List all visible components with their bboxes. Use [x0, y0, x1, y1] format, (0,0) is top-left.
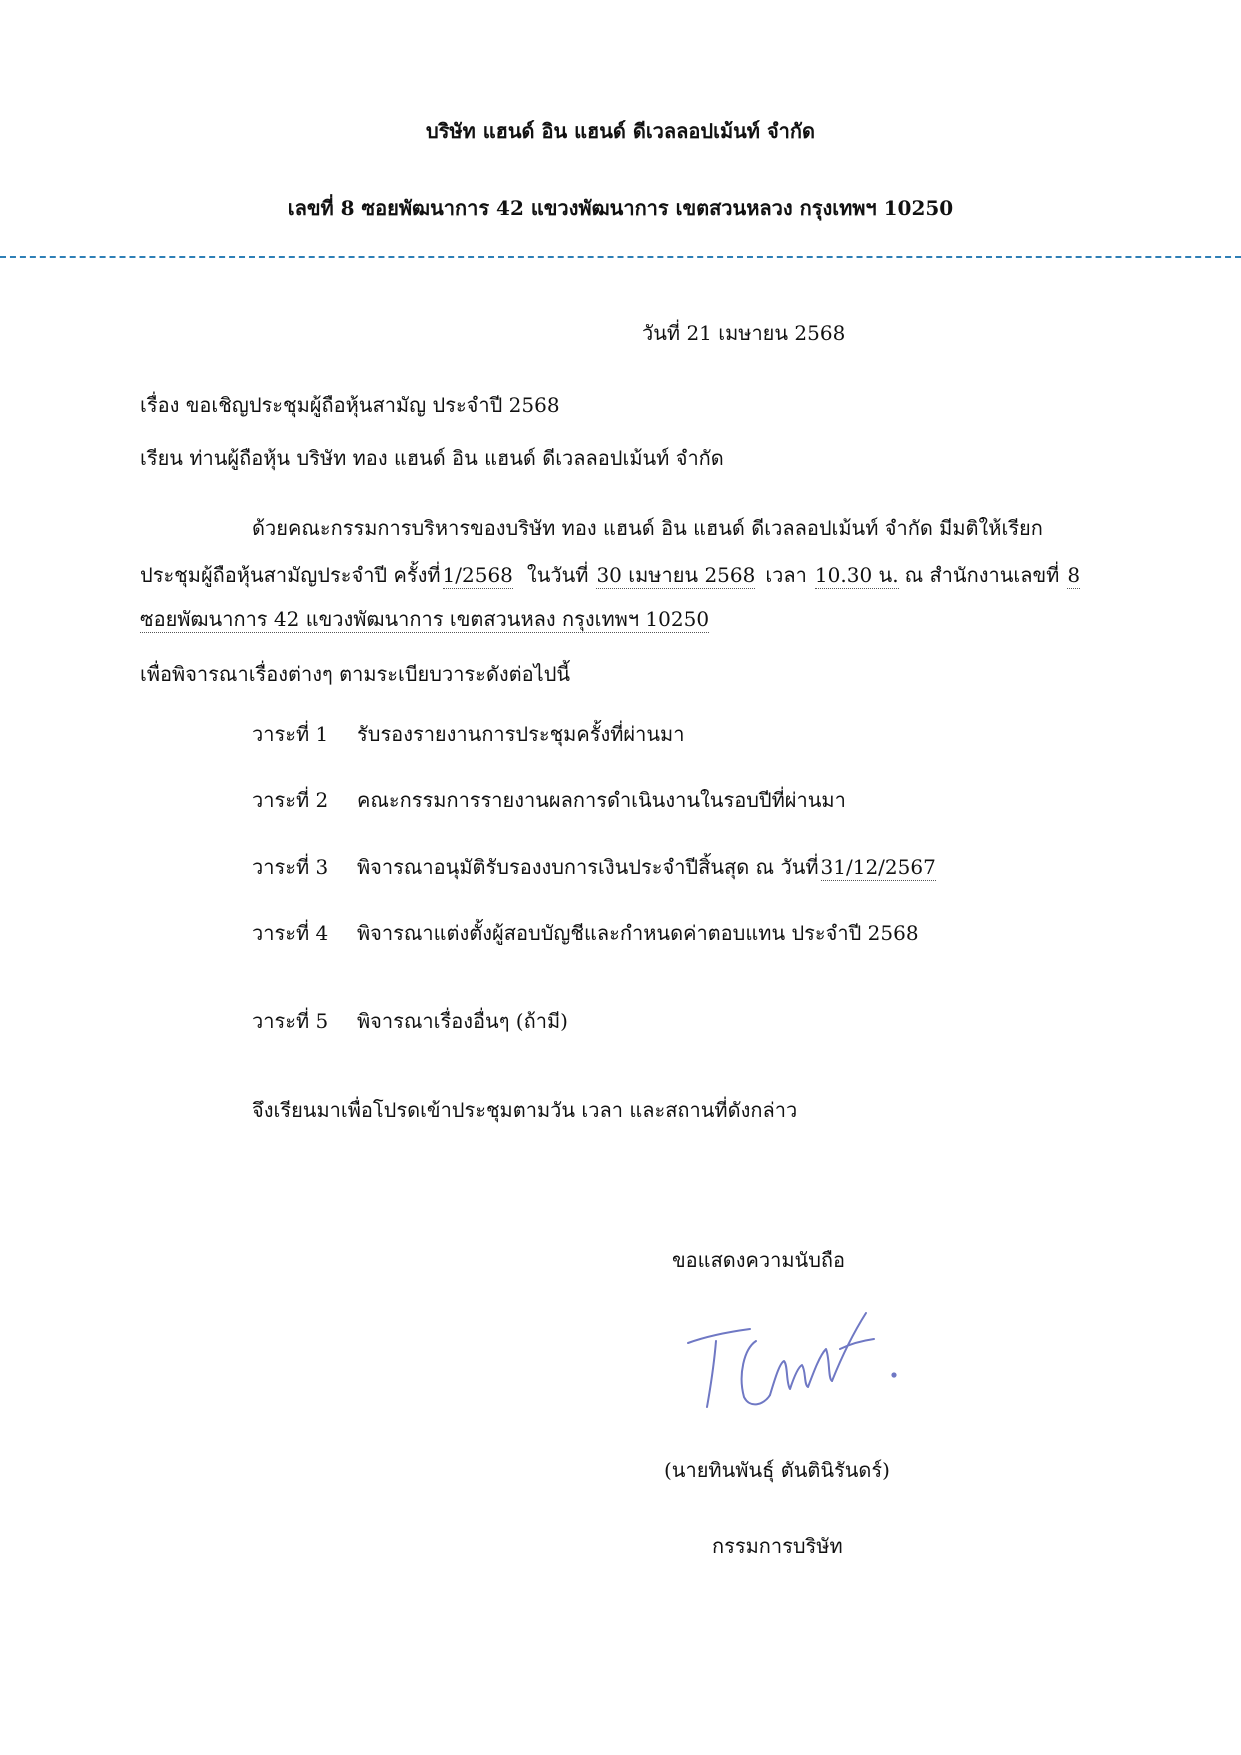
closing-line: จึงเรียนมาเพื่อโปรดเข้าประชุมตามวัน เวลา และสถานที่ดังกล่าว	[252, 1098, 798, 1122]
agenda-number: วาระที่ 5	[252, 1009, 329, 1033]
body-line-2-b: ในวันที่	[526, 563, 589, 587]
agenda-text: คณะกรรมการรายงานผลการดำเนินงานในรอบปีที่ผ่านมา	[357, 788, 846, 812]
agenda-number: วาระที่ 3	[252, 855, 329, 879]
header-divider	[0, 256, 1241, 258]
fiscal-year-end-date: 31/12/2567	[820, 855, 936, 879]
body-line-1: ด้วยคณะกรรมการบริหารของบริษัท ทอง แฮนด์ อิน แฮนด์ ดีเวลลอปเม้นท์ จำกัด มีมติให้เรียก	[252, 516, 1043, 540]
signature-image	[680, 1305, 910, 1415]
agenda-item-1	[252, 718, 684, 750]
company-name: บริษัท แฮนด์ อิน แฮนด์ ดีเวลลอปเม้นท์ จำกัด	[425, 119, 815, 143]
agenda-text: พิจารณาเรื่องอื่นๆ (ถ้ามี)	[357, 1009, 568, 1033]
agenda-number: วาระที่ 1	[252, 722, 329, 746]
letter-recipient: เรียน ท่านผู้ถือหุ้น บริษัท ทอง แฮนด์ อิน แฮนด์ ดีเวลลอปเม้นท์ จำกัด	[140, 446, 724, 470]
body-line-2-c: เวลา	[765, 563, 807, 587]
body-line-3	[140, 603, 709, 635]
meeting-time: 10.30 น.	[814, 563, 899, 587]
agenda-item-5	[252, 1005, 568, 1037]
agenda-text: พิจารณาอนุมัติรับรองงบการเงินประจำปีสิ้นสุด ณ วันที่	[357, 855, 819, 879]
body-line-2-d: ณ สำนักงานเลขที่	[904, 563, 1060, 587]
agenda-number: วาระที่ 2	[252, 788, 329, 812]
agenda-text: พิจารณาแต่งตั้งผู้สอบบัญชีและกำหนดค่าตอบแทน ประจำปี 2568	[357, 921, 919, 945]
office-address: ซอยพัฒนาการ 42 แขวงพัฒนาการ เขตสวนหลง กรุงเทพฯ 10250	[140, 607, 710, 631]
body-line-2-a: ประชุมผู้ถือหุ้นสามัญประจำปี ครั้งที่	[140, 563, 441, 587]
body-line-2	[140, 559, 1080, 591]
agenda-number: วาระที่ 4	[252, 921, 329, 945]
regards: ขอแสดงความนับถือ	[672, 1248, 846, 1272]
meeting-number: 1/2568	[442, 563, 513, 587]
letter-subject: เรื่อง ขอเชิญประชุมผู้ถือหุ้นสามัญ ประจำปี 2568	[140, 393, 560, 417]
signer-title: กรรมการบริษัท	[712, 1534, 843, 1558]
office-number: 8	[1067, 563, 1081, 587]
letter-date: วันที่ 21 เมษายน 2568	[642, 321, 846, 345]
agenda-text: รับรองรายงานการประชุมครั้งที่ผ่านมา	[357, 722, 685, 746]
body-line-4: เพื่อพิจารณาเรื่องต่างๆ ตามระเบียบวาระดังต่อไปนี้	[140, 662, 571, 686]
company-address: เลขที่ 8 ซอยพัฒนาการ 42 แขวงพัฒนาการ เขตสวนหลวง กรุงเทพฯ 10250	[287, 196, 954, 220]
meeting-date: 30 เมษายน 2568	[596, 563, 756, 587]
agenda-item-4	[252, 917, 919, 949]
signer-name: (นายทินพันธุ์ ตันตินิรันดร์)	[664, 1458, 890, 1482]
agenda-item-2	[252, 784, 846, 816]
agenda-item-3	[252, 851, 936, 883]
